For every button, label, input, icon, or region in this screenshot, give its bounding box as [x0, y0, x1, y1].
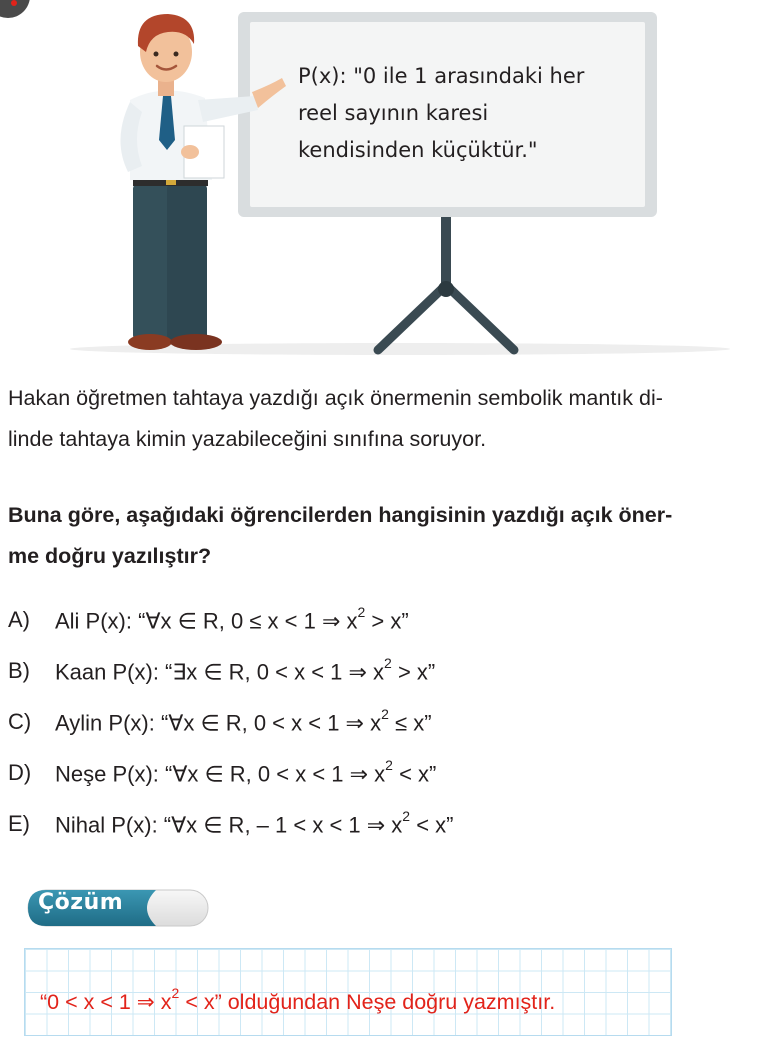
- option-letter: B): [8, 658, 30, 683]
- intro-line-1: Hakan öğretmen tahtaya yazdığı açık önermenin sembolik mantık di-: [8, 386, 663, 410]
- whiteboard-text: [298, 58, 628, 169]
- whiteboard-line-2: reel sayının karesi: [298, 101, 489, 125]
- whiteboard-line-3: kendisinden küçüktür.": [298, 138, 538, 162]
- teacher-whiteboard-illustration: [0, 0, 769, 360]
- whiteboard-line-1: P(x): "0 ile 1 arasındaki her: [298, 64, 585, 88]
- option-text: Nihal P(x): “∀x ∈ R, – 1 < x < 1 ⇒ $x^2 < x$”: [55, 808, 454, 838]
- question-text: [8, 495, 763, 577]
- option-text: Ali P(x): “∀x ∈ R, 0 ≤ x < 1 ⇒ $x^2 > x$”: [55, 604, 409, 634]
- option-letter: C): [8, 709, 32, 734]
- solution-label: Çözüm: [38, 890, 124, 915]
- question-line-2: me doğru yazılıştır?: [8, 544, 212, 568]
- option-text: Neşe P(x): “∀x ∈ R, 0 < x < 1 ⇒ $x^2 < x$”: [55, 757, 437, 787]
- intro-line-2: linde tahtaya kimin yazabileceğini sınıfına soruyor.: [8, 427, 487, 451]
- intro-paragraph: [8, 378, 763, 460]
- option-letter: A): [8, 607, 30, 632]
- question-line-1: Buna göre, aşağıdaki öğrencilerden hangisinin yazdığı açık öner-: [8, 503, 673, 527]
- option-text: Aylin P(x): “∀x ∈ R, 0 < x < 1 ⇒ $x^2 \le x$”: [55, 706, 432, 736]
- option-text: Kaan P(x): “∃x ∈ R, 0 < x < 1 ⇒ $x^2 > x$”: [55, 655, 436, 685]
- option-letter: E): [8, 811, 30, 836]
- solution-text: “0 < x < 1 ⇒ $x^2 < x$” olduğundan Neşe doğru yazmıştır.: [40, 985, 556, 1015]
- option-letter: D): [8, 760, 32, 785]
